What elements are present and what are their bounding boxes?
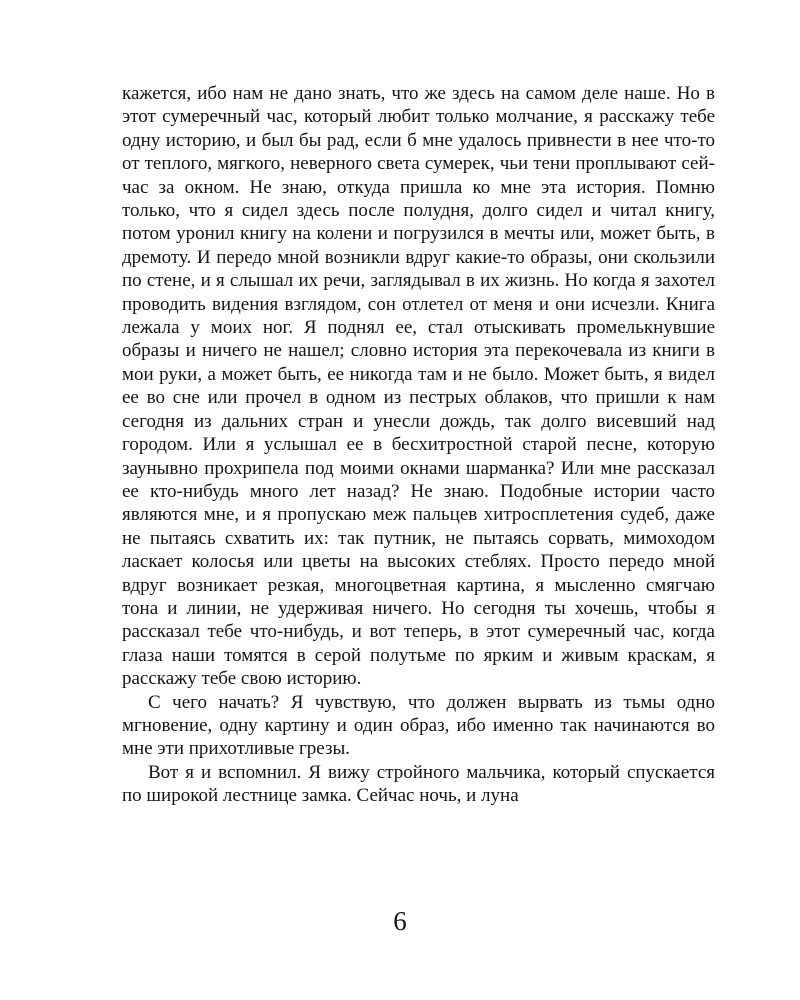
body-text	[122, 82, 715, 808]
page-number: 6	[393, 906, 407, 936]
paragraph-where-to-begin: С чего начать? Я чувствую, что должен вырвать из тьмы одно мгновение, одну картину и один образ, ибо именно так начинаются во мне эти прихотливые грезы.	[122, 691, 715, 760]
paragraph-remembered: Вот я и вспомнил. Я вижу стройного мальчика, который спускается по широкой лестнице замка. Сейчас ночь, и луна	[122, 761, 715, 807]
paragraph-continued: кажется, ибо нам не дано знать, что же здесь на самом деле наше. Но в этот сумеречный час, который любит только молчание, я расскажу тебе одну историю, и был бы рад, если б мне удалось привнести в нее что-то от теплого, мягкого, неверного света сумерек, чьи тени проплывают сейчас за окном. Не знаю, откуда пришла ко мне эта история. Помню только, что я сидел здесь после полудня, долго сидел и читал книгу, потом уронил книгу на колени и погрузился в мечты или, может быть, в дремоту. И передо мной возникли вдруг какие-то образы, они скользили по стене, и я слышал их речи, заглядывал в их жизнь. Но когда я захотел проводить видения взглядом, сон отлетел от меня и они исчезли. Книга лежала у моих ног. Я поднял ее, стал отыскивать промелькнувшие образы и ничего не нашел; словно история эта перекочевала из книги в мои руки, а может быть, ее никогда там и не было. Может быть, я видел ее во сне или прочел в одном из пестрых облаков, что пришли к нам сегодня из дальних стран и унесли дождь, так долго висевший над городом. Или я услышал ее в бесхитростной старой песне, которую заунывно прохрипела под моими окнами шарманка? Или мне рассказал ее кто-нибудь много лет назад? Не знаю. Подобные истории часто являются мне, и я пропускаю меж пальцев хитросплетения судеб, даже не пытаясь схватить их: так путник, не пытаясь сорвать, мимоходом ласкает колосья или цветы на высоких стеблях. Просто передо мной вдруг возникает резкая, многоцветная картина, я мысленно смягчаю тона и линии, не удерживая ничего. Но сегодня ты хочешь, чтобы я рассказал тебе что-нибудь, и вот теперь, в этот сумеречный час, когда глаза наши томятся в серой полутьме по ярким и живым краскам, я расскажу тебе свою историю.	[122, 83, 715, 690]
